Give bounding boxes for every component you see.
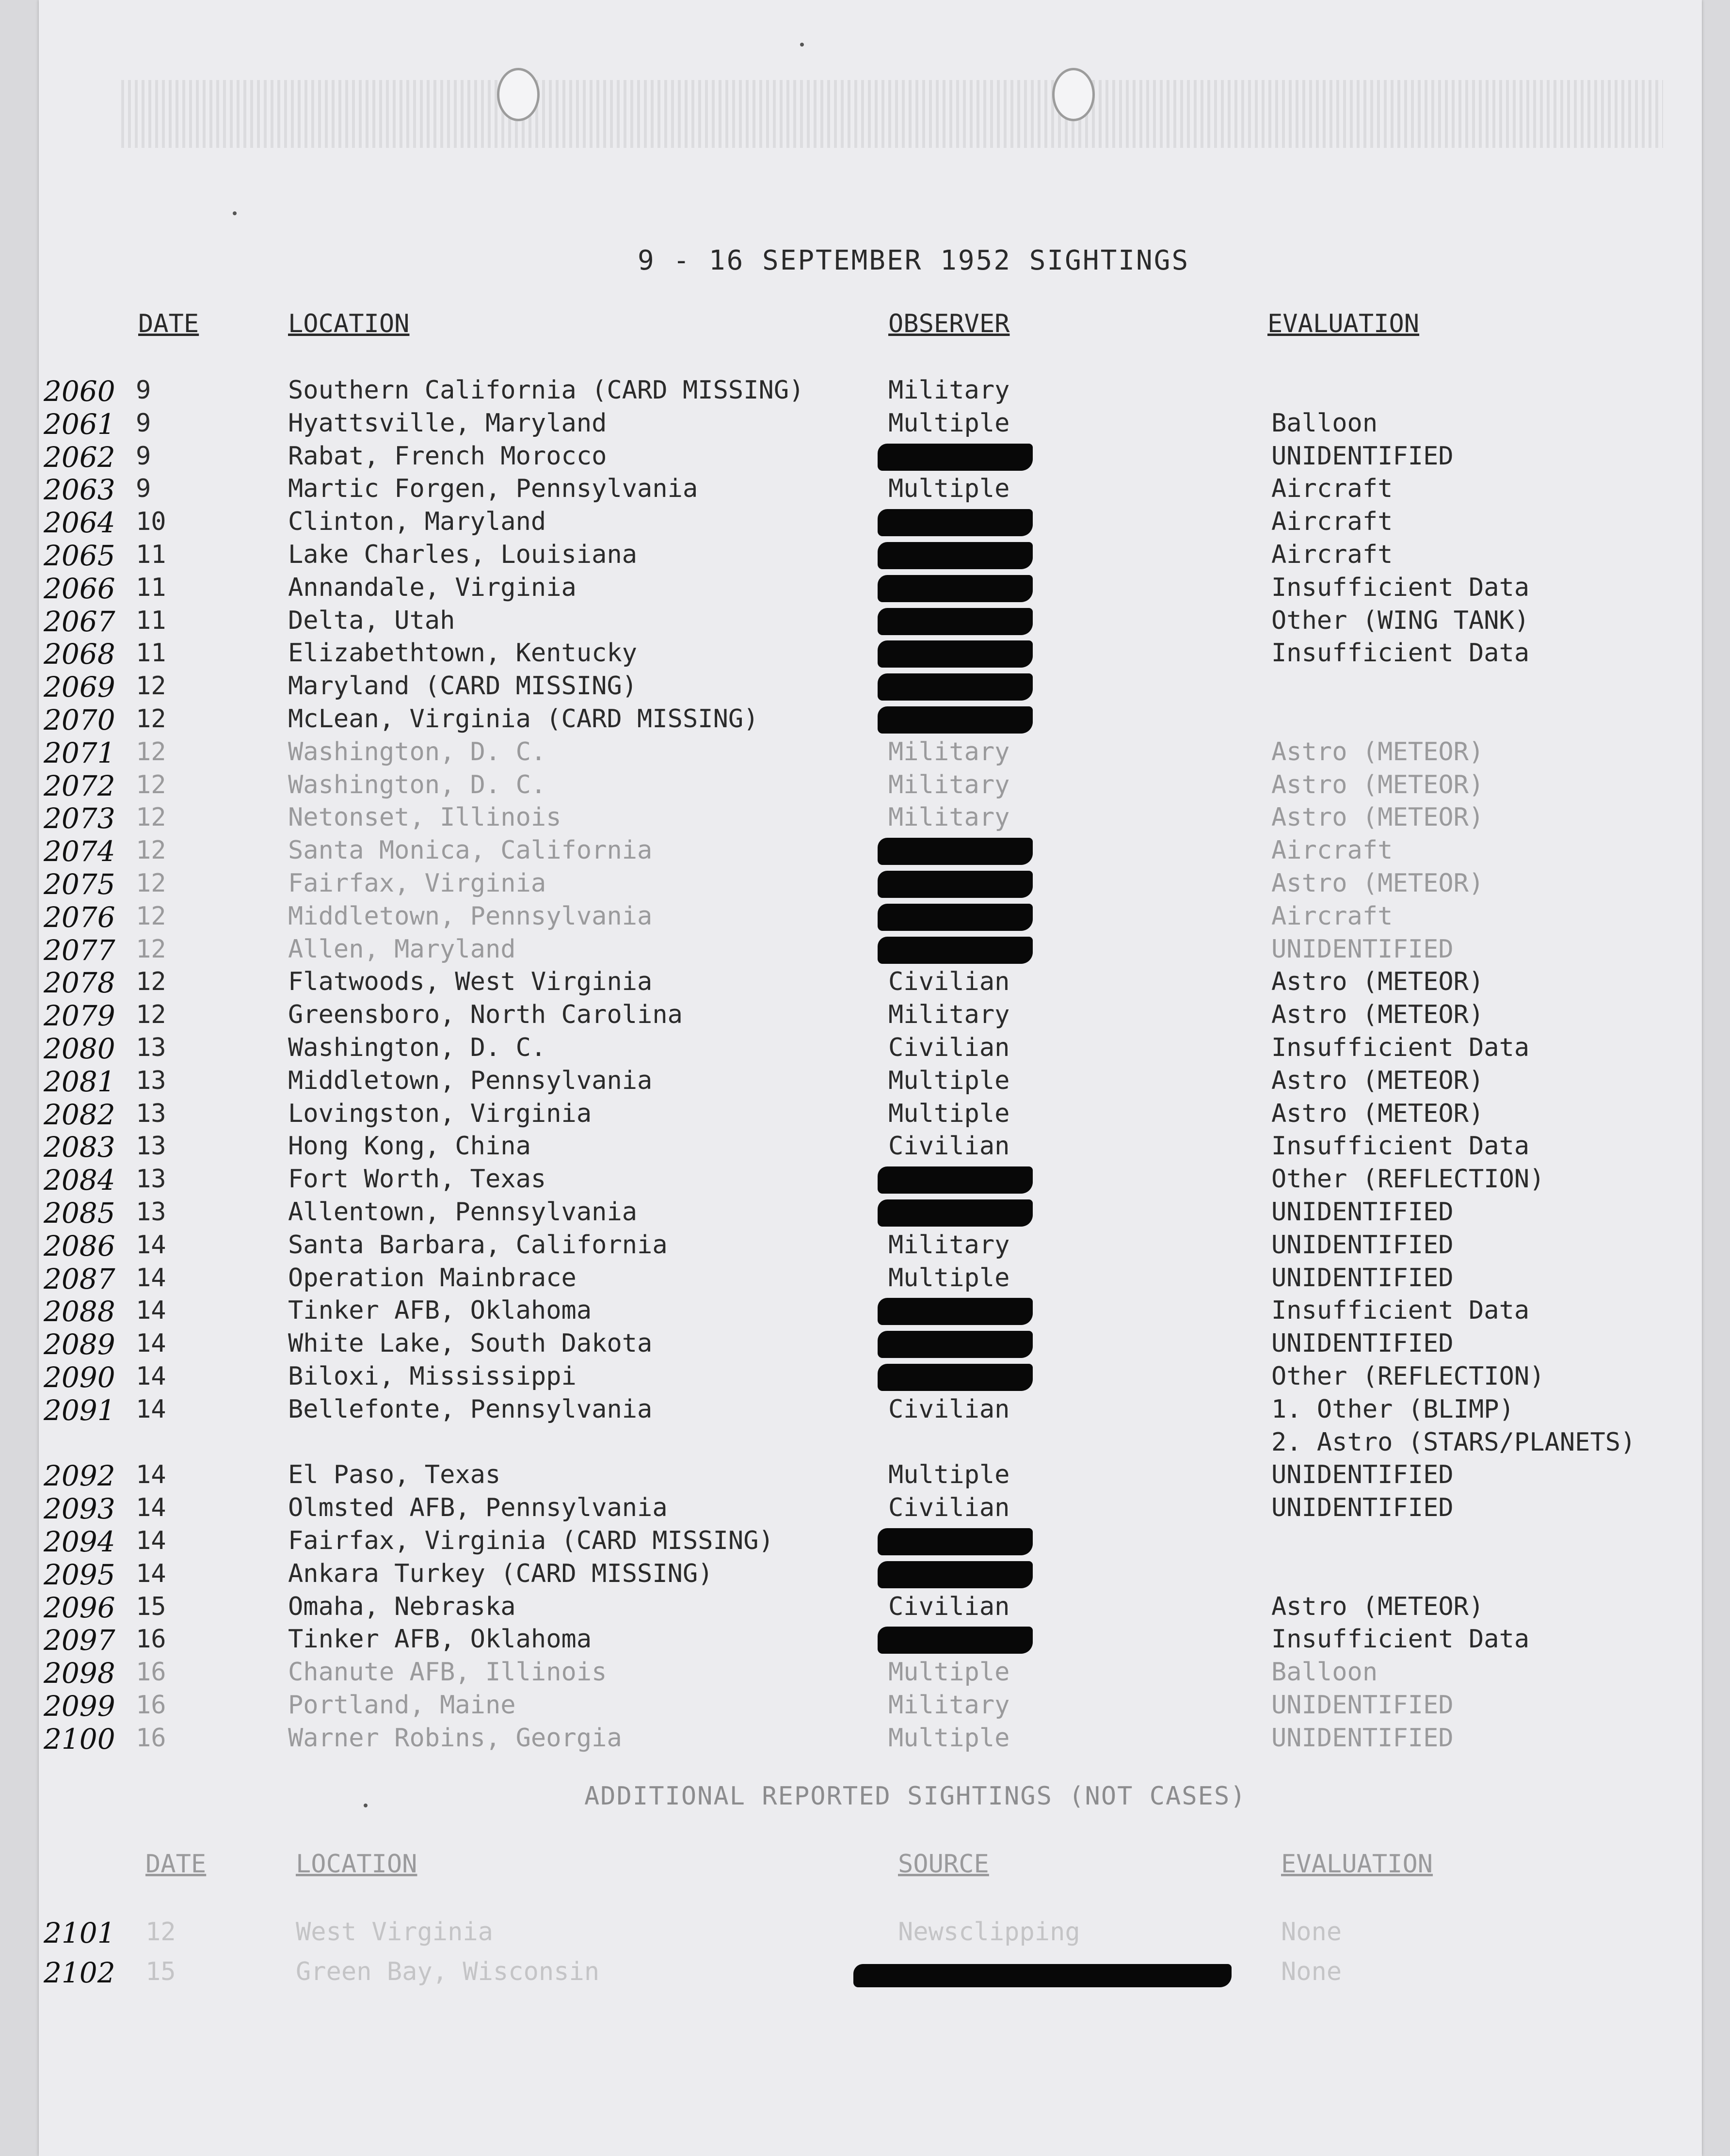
cell-evaluation: None <box>1281 1917 1342 1947</box>
cell-location: Rabat, French Morocco <box>288 441 607 471</box>
table-row <box>39 540 1702 573</box>
cell-day: 12 <box>136 934 166 964</box>
redaction-mark <box>878 640 1033 668</box>
cell-location: Maryland (CARD MISSING) <box>288 671 638 701</box>
cell-num: 2082 <box>44 1098 115 1131</box>
cell-location: Washington, D. C. <box>288 737 546 767</box>
cell-location: Middletown, Pennsylvania <box>288 901 653 931</box>
cell-day: 14 <box>136 1296 166 1326</box>
cell-location: Clinton, Maryland <box>288 507 546 537</box>
cell-num: 2083 <box>44 1131 115 1164</box>
cell-day: 14 <box>136 1263 166 1293</box>
table-row <box>39 737 1702 770</box>
cell-num: 2072 <box>44 769 115 802</box>
redaction-mark <box>878 1298 1033 1325</box>
cell-location: White Lake, South Dakota <box>288 1329 653 1358</box>
additional-header-evaluation: EVALUATION <box>1281 1850 1433 1879</box>
table-row <box>39 1132 1702 1165</box>
cell-location: Fairfax, Virginia <box>288 869 546 898</box>
cell-num: 2080 <box>44 1032 115 1065</box>
table-row <box>39 1592 1702 1625</box>
redaction-mark <box>878 871 1033 898</box>
cell-location: Fort Worth, Texas <box>288 1165 546 1194</box>
cell-location: Lovingston, Virginia <box>288 1099 592 1128</box>
header-observer: OBSERVER <box>888 309 1010 338</box>
redaction-mark <box>878 673 1033 701</box>
cell-observer: Military <box>888 770 1010 799</box>
cell-num: 2079 <box>44 999 115 1033</box>
cell-num: 2097 <box>44 1624 115 1657</box>
cell-num: 2067 <box>44 605 115 638</box>
cell-day: 11 <box>136 540 166 569</box>
cell-observer: Civilian <box>888 1592 1010 1621</box>
cell-day: 15 <box>136 1592 166 1621</box>
cell-evaluation: UNIDENTIFIED <box>1271 1493 1454 1523</box>
cell-evaluation: Astro (METEOR) <box>1271 1592 1484 1621</box>
cell-location: McLean, Virginia (CARD MISSING) <box>288 704 759 734</box>
table-row <box>39 1559 1702 1592</box>
redaction-mark <box>878 706 1033 734</box>
cell-location: Greensboro, North Carolina <box>288 1000 683 1030</box>
redaction-mark <box>853 1964 1232 1987</box>
punch-hole <box>1052 68 1095 121</box>
cell-observer: Multiple <box>888 1658 1010 1687</box>
cell-observer: Civilian <box>888 1394 1010 1424</box>
cell-evaluation: Insufficient Data <box>1271 639 1530 668</box>
cell-day: 9 <box>136 441 151 471</box>
cell-evaluation: UNIDENTIFIED <box>1271 1460 1454 1490</box>
cell-observer: Military <box>888 737 1010 767</box>
cell-num: 2101 <box>44 1916 115 1949</box>
redaction-mark <box>878 575 1033 602</box>
cell-num: 2094 <box>44 1525 115 1558</box>
cell-num: 2095 <box>44 1558 115 1591</box>
cell-day: 14 <box>136 1230 166 1260</box>
cell-location: El Paso, Texas <box>288 1460 501 1490</box>
cell-evaluation: UNIDENTIFIED <box>1271 1691 1454 1720</box>
additional-header-location: LOCATION <box>296 1850 417 1879</box>
cell-evaluation: Other (WING TANK) <box>1271 606 1530 635</box>
table-row <box>39 1263 1702 1296</box>
cell-evaluation: Insufficient Data <box>1271 1132 1530 1161</box>
cell-location: Omaha, Nebraska <box>288 1592 516 1621</box>
cell-day: 14 <box>136 1394 166 1424</box>
cell-num: 2081 <box>44 1065 115 1098</box>
table-row <box>39 606 1702 639</box>
table-row <box>39 1526 1702 1559</box>
table-row <box>39 671 1702 704</box>
cell-location: Biloxi, Mississippi <box>288 1362 577 1391</box>
table-row <box>39 836 1702 869</box>
cell-num: 2093 <box>44 1492 115 1526</box>
cell-evaluation: Astro (METEOR) <box>1271 737 1484 767</box>
cell-observer: Military <box>888 1691 1010 1720</box>
cell-observer: Civilian <box>888 1493 1010 1523</box>
table-row <box>39 1000 1702 1033</box>
cell-observer: Military <box>888 376 1010 405</box>
cell-day: 12 <box>136 967 166 997</box>
header-evaluation: EVALUATION <box>1267 309 1420 338</box>
cell-day: 14 <box>136 1559 166 1588</box>
cell-evaluation: Balloon <box>1271 1658 1378 1687</box>
cell-evaluation: Astro (METEOR) <box>1271 1099 1484 1128</box>
cell-observer: Multiple <box>888 1066 1010 1095</box>
cell-location: Chanute AFB, Illinois <box>288 1658 607 1687</box>
cell-location: Fairfax, Virginia (CARD MISSING) <box>288 1526 774 1555</box>
cell-evaluation: UNIDENTIFIED <box>1271 1198 1454 1227</box>
cell-observer: Military <box>888 1230 1010 1260</box>
cell-location: Portland, Maine <box>288 1691 516 1720</box>
table-row <box>39 1658 1702 1691</box>
redaction-mark <box>878 1166 1033 1194</box>
cell-day: 14 <box>136 1329 166 1358</box>
redaction-mark <box>878 838 1033 865</box>
cell-num: 2062 <box>44 440 115 474</box>
table-row <box>39 1099 1702 1132</box>
cell-location: Allen, Maryland <box>288 934 516 964</box>
cell-num: 2063 <box>44 473 115 507</box>
cell-location: Hyattsville, Maryland <box>288 408 607 438</box>
cell-location: Tinker AFB, Oklahoma <box>288 1625 592 1654</box>
cell-day: 13 <box>136 1198 166 1227</box>
cell-location: Middletown, Pennsylvania <box>288 1066 653 1095</box>
cell-num: 2066 <box>44 572 115 605</box>
cell-num: 2088 <box>44 1295 115 1328</box>
cell-evaluation: Astro (METEOR) <box>1271 1066 1484 1095</box>
table-row <box>39 376 1702 409</box>
table-row <box>39 1395 1702 1428</box>
cell-evaluation: 2. Astro (STARS/PLANETS) <box>1271 1427 1636 1457</box>
redaction-mark <box>878 1331 1033 1358</box>
table-row <box>39 639 1702 671</box>
cell-evaluation: UNIDENTIFIED <box>1271 1230 1454 1260</box>
cell-num: 2099 <box>44 1690 115 1723</box>
table-row <box>39 1066 1702 1099</box>
cell-observer: Multiple <box>888 1723 1010 1753</box>
cell-num: 2071 <box>44 736 115 769</box>
table-row <box>39 1033 1702 1066</box>
cell-day: 13 <box>136 1033 166 1062</box>
redaction-mark <box>878 937 1033 964</box>
cell-day: 16 <box>136 1691 166 1720</box>
cell-num: 2060 <box>44 375 115 408</box>
cell-day: 12 <box>136 671 166 701</box>
cell-num: 2091 <box>44 1393 115 1427</box>
cell-day: 9 <box>136 408 151 438</box>
cell-observer: Military <box>888 1000 1010 1030</box>
cell-location: Lake Charles, Louisiana <box>288 540 638 569</box>
cell-location: Santa Monica, California <box>288 836 653 865</box>
cell-source: Newsclipping <box>898 1917 1080 1947</box>
cell-day: 12 <box>136 704 166 734</box>
cell-day: 12 <box>136 770 166 799</box>
redaction-mark <box>878 509 1033 536</box>
cell-location: Elizabethtown, Kentucky <box>288 639 638 668</box>
cell-evaluation: Insufficient Data <box>1271 1625 1530 1654</box>
cell-num: 2090 <box>44 1361 115 1394</box>
punch-hole <box>497 68 540 121</box>
table-row <box>39 409 1702 442</box>
cell-location: Green Bay, Wisconsin <box>296 1957 600 1986</box>
cell-observer: Multiple <box>888 1099 1010 1128</box>
cell-evaluation: Aircraft <box>1271 836 1393 865</box>
cell-evaluation: UNIDENTIFIED <box>1271 1263 1454 1293</box>
cell-location: Hong Kong, China <box>288 1132 531 1161</box>
cell-day: 9 <box>136 474 151 504</box>
table-row <box>39 770 1702 803</box>
cell-location: Bellefonte, Pennsylvania <box>288 1394 653 1424</box>
table-row <box>39 1493 1702 1526</box>
cell-day: 15 <box>145 1957 176 1986</box>
cell-evaluation: UNIDENTIFIED <box>1271 934 1454 964</box>
cell-evaluation: Aircraft <box>1271 540 1393 569</box>
cell-evaluation: Insufficient Data <box>1271 1033 1530 1062</box>
scan-speck <box>233 211 237 215</box>
cell-location: Southern California (CARD MISSING) <box>288 376 804 405</box>
cell-num: 2089 <box>44 1328 115 1361</box>
cell-num: 2077 <box>44 933 115 967</box>
table-row <box>39 869 1702 902</box>
redaction-mark <box>878 444 1033 471</box>
additional-header-date: DATE <box>145 1850 207 1879</box>
cell-num: 2069 <box>44 671 115 704</box>
cell-observer: Multiple <box>888 408 1010 438</box>
cell-day: 13 <box>136 1132 166 1161</box>
table-row <box>39 1625 1702 1658</box>
cell-num: 2087 <box>44 1262 115 1295</box>
cell-num: 2074 <box>44 835 115 868</box>
cell-num: 2098 <box>44 1657 115 1690</box>
table-row <box>39 1198 1702 1230</box>
table-row <box>39 935 1702 968</box>
cell-num: 2085 <box>44 1197 115 1230</box>
cell-evaluation: Astro (METEOR) <box>1271 869 1484 898</box>
cell-location: Washington, D. C. <box>288 770 546 799</box>
cell-location: Olmsted AFB, Pennsylvania <box>288 1493 668 1523</box>
cell-evaluation: Insufficient Data <box>1271 573 1530 602</box>
cell-num: 2096 <box>44 1591 115 1624</box>
table-row <box>39 1165 1702 1198</box>
cell-day: 14 <box>136 1460 166 1490</box>
cell-num: 2076 <box>44 900 115 934</box>
cell-num: 2092 <box>44 1459 115 1493</box>
cell-day: 14 <box>136 1362 166 1391</box>
cell-day: 12 <box>145 1917 176 1947</box>
cell-day: 12 <box>136 836 166 865</box>
cell-num: 2075 <box>44 868 115 901</box>
redaction-mark <box>878 1199 1033 1227</box>
cell-evaluation: UNIDENTIFIED <box>1271 441 1454 471</box>
cell-evaluation: Insufficient Data <box>1271 1296 1530 1326</box>
cell-evaluation: Other (REFLECTION) <box>1271 1362 1545 1391</box>
cell-num: 2086 <box>44 1229 115 1262</box>
cell-day: 10 <box>136 507 166 537</box>
redaction-mark <box>878 1561 1033 1588</box>
cell-day: 13 <box>136 1165 166 1194</box>
cell-num: 2068 <box>44 638 115 671</box>
cell-day: 16 <box>136 1658 166 1687</box>
cell-day: 13 <box>136 1099 166 1128</box>
cell-day: 13 <box>136 1066 166 1095</box>
document-page <box>39 0 1702 2156</box>
table-row <box>39 704 1702 737</box>
redaction-mark <box>878 1364 1033 1391</box>
table-row <box>39 1724 1702 1757</box>
cell-evaluation: Balloon <box>1271 408 1378 438</box>
cell-observer: Civilian <box>888 1033 1010 1062</box>
cell-evaluation: Astro (METEOR) <box>1271 803 1484 832</box>
cell-num: 2084 <box>44 1164 115 1197</box>
cell-evaluation: Astro (METEOR) <box>1271 770 1484 799</box>
cell-evaluation: Astro (METEOR) <box>1271 967 1484 997</box>
cell-observer: Multiple <box>888 474 1010 504</box>
cell-location: Washington, D. C. <box>288 1033 546 1062</box>
additional-header-source: SOURCE <box>898 1850 989 1879</box>
cell-location: Delta, Utah <box>288 606 455 635</box>
cell-day: 11 <box>136 606 166 635</box>
scan-edge-band <box>121 80 1663 148</box>
table-row <box>39 1460 1702 1493</box>
cell-day: 14 <box>136 1493 166 1523</box>
header-location: LOCATION <box>288 309 410 338</box>
cell-num: 2073 <box>44 802 115 835</box>
cell-day: 12 <box>136 737 166 767</box>
cell-num: 2102 <box>44 1956 115 1989</box>
cell-evaluation: Aircraft <box>1271 474 1393 504</box>
table-row <box>39 1329 1702 1362</box>
table-row <box>39 1691 1702 1724</box>
cell-observer: Multiple <box>888 1460 1010 1490</box>
cell-location: Martic Forgen, Pennsylvania <box>288 474 698 504</box>
cell-location: Santa Barbara, California <box>288 1230 668 1260</box>
cell-location: West Virginia <box>296 1917 493 1947</box>
cell-location: Ankara Turkey (CARD MISSING) <box>288 1559 713 1588</box>
table-row <box>39 1296 1702 1329</box>
cell-observer: Military <box>888 803 1010 832</box>
cell-evaluation: Aircraft <box>1271 507 1393 537</box>
cell-evaluation: Other (REFLECTION) <box>1271 1165 1545 1194</box>
cell-day: 11 <box>136 573 166 602</box>
table-row <box>39 967 1702 1000</box>
cell-evaluation: UNIDENTIFIED <box>1271 1329 1454 1358</box>
additional-sightings-title: ADDITIONAL REPORTED SIGHTINGS (NOT CASES) <box>584 1782 1247 1811</box>
cell-location: Allentown, Pennsylvania <box>288 1198 638 1227</box>
cell-num: 2065 <box>44 539 115 572</box>
redaction-mark <box>878 1528 1033 1555</box>
cell-day: 16 <box>136 1625 166 1654</box>
table-row <box>39 474 1702 507</box>
cell-day: 16 <box>136 1723 166 1753</box>
additional-table-row <box>39 1957 1702 1990</box>
table-row <box>39 902 1702 935</box>
cell-observer: Multiple <box>888 1263 1010 1293</box>
table-row <box>39 1428 1702 1461</box>
scan-speck <box>364 1804 368 1807</box>
cell-day: 9 <box>136 376 151 405</box>
cell-location: Netonset, Illinois <box>288 803 561 832</box>
cell-location: Flatwoods, West Virginia <box>288 967 653 997</box>
cell-day: 12 <box>136 869 166 898</box>
page-title: 9 - 16 SEPTEMBER 1952 SIGHTINGS <box>638 245 1190 276</box>
cell-location: Operation Mainbrace <box>288 1263 577 1293</box>
cell-location: Warner Robins, Georgia <box>288 1723 622 1753</box>
redaction-mark <box>878 1627 1033 1654</box>
redaction-mark <box>878 542 1033 569</box>
header-date: DATE <box>138 309 199 338</box>
table-row <box>39 803 1702 836</box>
cell-observer: Civilian <box>888 1132 1010 1161</box>
cell-location: Tinker AFB, Oklahoma <box>288 1296 592 1326</box>
additional-table-row <box>39 1917 1702 1950</box>
cell-num: 2070 <box>44 703 115 736</box>
cell-day: 12 <box>136 803 166 832</box>
cell-num: 2078 <box>44 966 115 1000</box>
cell-evaluation: UNIDENTIFIED <box>1271 1723 1454 1753</box>
cell-day: 12 <box>136 901 166 931</box>
table-row <box>39 507 1702 540</box>
cell-day: 12 <box>136 1000 166 1030</box>
cell-day: 11 <box>136 639 166 668</box>
table-row <box>39 573 1702 606</box>
cell-evaluation: Aircraft <box>1271 901 1393 931</box>
table-row <box>39 1362 1702 1395</box>
redaction-mark <box>878 904 1033 931</box>
table-row <box>39 1230 1702 1263</box>
scan-speck <box>800 43 804 47</box>
cell-location: Annandale, Virginia <box>288 573 577 602</box>
cell-evaluation: 1. Other (BLIMP) <box>1271 1394 1514 1424</box>
cell-num: 2061 <box>44 407 115 441</box>
redaction-mark <box>878 608 1033 635</box>
cell-observer: Civilian <box>888 967 1010 997</box>
cell-evaluation: None <box>1281 1957 1342 1986</box>
cell-day: 14 <box>136 1526 166 1555</box>
cell-evaluation: Astro (METEOR) <box>1271 1000 1484 1030</box>
cell-num: 2064 <box>44 506 115 540</box>
table-row <box>39 442 1702 475</box>
cell-num: 2100 <box>44 1722 115 1756</box>
